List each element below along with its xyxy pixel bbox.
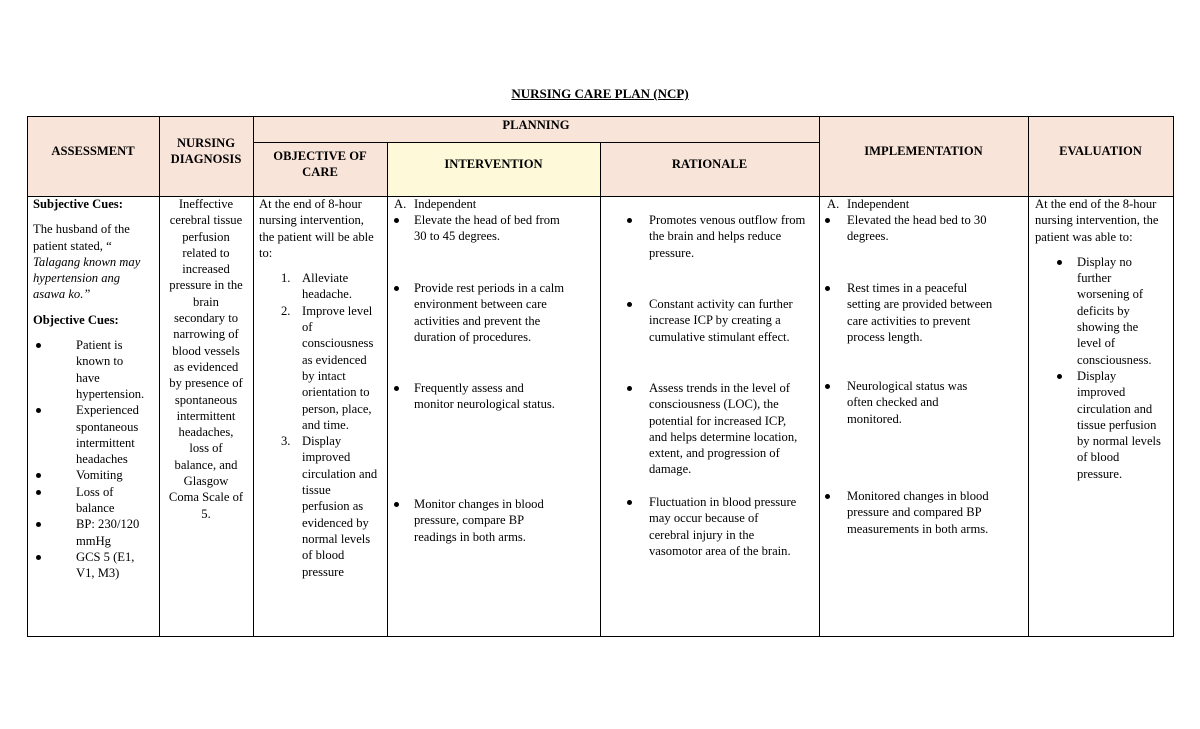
diagnosis-line: blood vessels: [172, 343, 240, 358]
implementation-item: [847, 280, 1027, 345]
subjective-quote-3: asawa ko.”: [33, 287, 91, 302]
diagnosis-header-line1: NURSING: [176, 136, 236, 150]
intervention-header: INTERVENTION: [444, 157, 543, 171]
rationale-item-line: may occur because of: [649, 511, 759, 526]
diagnosis-line: Glasgow: [183, 474, 229, 489]
col-line-5: [819, 116, 820, 637]
diagnosis-line: Coma Scale of: [168, 490, 244, 505]
objective-item-line: person, place,: [302, 401, 372, 416]
evaluation-item-line: of blood: [1077, 450, 1120, 465]
evaluation-item-line: deficits by: [1077, 303, 1130, 318]
objective-item-line: tissue: [302, 483, 331, 498]
intervention-item-line: duration of procedures.: [414, 329, 532, 344]
intervention-item-line: Elevate the head of bed from: [414, 213, 560, 227]
evaluation-intro-line: nursing intervention, the: [1035, 213, 1159, 228]
rationale-item: [649, 494, 817, 559]
implementation-item-line: care activities to prevent: [847, 313, 971, 328]
evaluation-intro: [1035, 196, 1172, 245]
objective-cue-item-line: GCS 5 (E1,: [76, 549, 135, 564]
evaluation-item: [1035, 254, 1172, 368]
rationale-item-line: Fluctuation in blood pressure: [649, 495, 797, 509]
evaluation-item-line: Display no: [1077, 254, 1132, 269]
diagnosis-line: pressure in the: [169, 278, 243, 293]
bullet-icon: [627, 386, 632, 391]
implementation-header: IMPLEMENTATION: [864, 144, 983, 158]
objective-item-line: and time.: [302, 417, 349, 432]
intervention-item-line: Monitor changes in blood: [414, 497, 544, 511]
col-line-3: [387, 142, 388, 637]
implementation-item-line: degrees.: [847, 229, 889, 244]
objective-item-line: orientation to: [302, 385, 370, 400]
diagnosis-line: balance, and: [174, 457, 238, 472]
evaluation-item-line: by normal levels: [1077, 434, 1161, 449]
objective-cue-item-line: known to: [76, 354, 124, 369]
objective-cue-item: [33, 484, 152, 517]
objective-cue-item-line: headaches: [76, 452, 128, 467]
objective-cue-item-line: Experienced: [76, 403, 139, 418]
implementation-item-line: pressure and compared BP: [847, 505, 982, 520]
objective-cue-item-line: have: [76, 370, 100, 385]
bullet-icon: [394, 502, 399, 507]
bullet-icon: [394, 218, 399, 223]
objective-intro-line: to:: [259, 245, 273, 260]
objective-cues-label: Objective Cues:: [33, 312, 119, 327]
rationale-item-line: extent, and progression of: [649, 446, 780, 461]
evaluation-intro-line: patient was able to:: [1035, 229, 1133, 244]
intervention-heading-text: Independent: [414, 197, 477, 211]
implementation-heading-letter: A.: [827, 197, 840, 211]
objective-cue-item-line: Loss of: [76, 484, 114, 499]
objective-cue-item-line: intermittent: [76, 435, 135, 450]
implementation-item-line: Elevated the head bed to 30: [847, 213, 987, 227]
intervention-item-line: readings in both arms.: [414, 529, 526, 544]
assessment-column: [33, 196, 152, 582]
bullet-icon: [825, 218, 830, 223]
bullet-icon: [825, 286, 830, 291]
evaluation-list: [1035, 254, 1172, 482]
rationale-item-line: cumulative stimulant effect.: [649, 329, 790, 344]
objective-item-line: Alleviate: [302, 271, 349, 286]
objective-item-line: normal levels: [302, 531, 371, 546]
subjective-line-2: patient stated, “: [33, 238, 112, 253]
intervention-heading: [394, 196, 477, 212]
rationale-item-line: vasomotor area of the brain.: [649, 543, 791, 558]
diagnosis-line: brain: [193, 294, 219, 309]
rationale-item-line: increase ICP by creating a: [649, 313, 781, 328]
evaluation-item-line: consciousness.: [1077, 352, 1152, 367]
nursing-diagnosis-text: [159, 196, 253, 522]
rationale-item-line: cerebral injury in the: [649, 527, 755, 542]
objective-item-line: evidenced by: [302, 515, 369, 530]
diagnosis-line: headaches,: [178, 425, 234, 440]
rationale-item-line: the brain and helps reduce: [649, 229, 782, 244]
objective-intro: [259, 196, 385, 261]
rationale-header: RATIONALE: [671, 157, 748, 171]
implementation-heading-text: Independent: [847, 197, 910, 211]
bullet-icon: [627, 500, 632, 505]
implementation-item-line: often checked and: [847, 395, 939, 410]
implementation-item-line: Rest times in a peaceful: [847, 281, 968, 295]
objective-item-number: 1.: [281, 271, 291, 286]
rationale-item-line: and helps determine location,: [649, 429, 798, 444]
objective-cue-item-line: spontaneous: [76, 419, 139, 434]
diagnosis-line: by presence of: [169, 376, 243, 391]
col-line-6: [1028, 116, 1029, 637]
rationale-item-line: damage.: [649, 462, 692, 477]
objective-intro-line: At the end of 8-hour: [259, 197, 362, 211]
objective-cues-list: [33, 337, 152, 581]
implementation-item-line: Monitored changes in blood: [847, 489, 989, 503]
objective-header-line2: CARE: [302, 165, 338, 179]
implementation-heading: [827, 196, 910, 212]
diagnosis-line: spontaneous: [174, 392, 238, 407]
implementation-item-line: process length.: [847, 329, 923, 344]
evaluation-item-line: Display: [1077, 368, 1117, 383]
evaluation-item-line: level of: [1077, 336, 1116, 351]
evaluation-item: [1035, 368, 1172, 482]
objective-item-line: headache.: [302, 287, 352, 302]
intervention-item: [414, 380, 598, 413]
implementation-item-line: setting are provided between: [847, 297, 993, 312]
objective-cue-item-line: balance: [76, 501, 115, 516]
diagnosis-line: loss of: [189, 441, 223, 456]
intervention-item-line: pressure, compare BP: [414, 513, 525, 528]
rationale-item: [649, 212, 817, 261]
planning-divider: [253, 142, 819, 143]
implementation-item-line: monitored.: [847, 411, 902, 426]
objective-header-line1: OBJECTIVE OF: [273, 149, 367, 163]
rationale-item: [649, 296, 817, 345]
implementation-item-line: measurements in both arms.: [847, 521, 989, 536]
objective-cue-item-line: mmHg: [76, 533, 111, 548]
bullet-icon: [825, 494, 830, 499]
intervention-item-line: monitor neurological status.: [414, 397, 555, 412]
evaluation-header: EVALUATION: [1059, 144, 1142, 158]
evaluation-column: [1035, 196, 1172, 482]
objective-item-line: circulation and: [302, 466, 378, 481]
implementation-item: [847, 488, 1027, 537]
objective-cue-item-line: Vomiting: [76, 468, 123, 483]
objective-item-line: as evidenced: [302, 352, 367, 367]
objective-item-line: by intact: [302, 368, 346, 383]
intervention-item: [414, 212, 598, 245]
bullet-icon: [394, 386, 399, 391]
bullet-icon: [825, 384, 830, 389]
objective-item: [259, 303, 385, 433]
col-line-2: [253, 116, 254, 637]
objective-cue-item: [33, 516, 152, 549]
rationale-item-line: Constant activity can further: [649, 297, 793, 311]
subjective-quote-1: Talagang known may: [33, 254, 141, 269]
objective-item: [259, 270, 385, 303]
objective-cue-item-line: V1, M3): [76, 566, 120, 581]
col-line-0: [27, 116, 28, 637]
diagnosis-line: related to: [182, 245, 230, 260]
objective-intro-line: nursing intervention,: [259, 213, 364, 228]
objective-item-line: improved: [302, 450, 351, 465]
objective-cue-item: [33, 337, 152, 402]
objective-cue-item-line: hypertension.: [76, 386, 145, 401]
diagnosis-line: intermittent: [176, 408, 236, 423]
diagnosis-header-line2: DIAGNOSIS: [170, 152, 242, 166]
subjective-quote-2: hypertension ang: [33, 271, 121, 286]
objective-column: [259, 196, 385, 580]
objective-cue-item: [33, 402, 152, 467]
objective-intro-line: the patient will be able: [259, 229, 374, 244]
objective-cue-item: [33, 467, 152, 483]
objective-item-line: of: [302, 320, 313, 335]
evaluation-item-line: tissue perfusion: [1077, 417, 1157, 432]
rationale-item-line: Assess trends in the level of: [649, 381, 790, 395]
intervention-item: [414, 496, 598, 545]
page-title: NURSING CARE PLAN (NCP): [511, 86, 689, 101]
diagnosis-line: perfusion: [182, 229, 230, 244]
objective-item-number: 3.: [281, 434, 291, 449]
intervention-item: [414, 280, 598, 345]
objective-item-line: Display: [302, 434, 342, 449]
bullet-icon: [394, 286, 399, 291]
objective-item: [259, 433, 385, 580]
evaluation-item-line: further: [1077, 271, 1112, 286]
diagnosis-line: cerebral tissue: [169, 213, 243, 228]
implementation-item-line: Neurological status was: [847, 379, 968, 393]
assessment-header: ASSESSMENT: [51, 144, 135, 158]
subjective-cues-label: Subjective Cues:: [33, 197, 123, 211]
rationale-item-line: Promotes venous outflow from: [649, 213, 806, 227]
objective-item-line: pressure: [302, 564, 344, 579]
objective-item-number: 2.: [281, 303, 291, 318]
diagnosis-line: Ineffective: [178, 197, 234, 211]
rationale-item-line: potential for increased ICP,: [649, 413, 787, 428]
objective-item-line: Improve level: [302, 303, 373, 318]
objective-item-line: perfusion as: [302, 499, 364, 514]
implementation-item: [847, 378, 1027, 427]
objective-cue-item: [33, 549, 152, 582]
bullet-icon: [627, 218, 632, 223]
evaluation-intro-line: At the end of the 8-hour: [1035, 197, 1157, 211]
objective-item-line: of blood: [302, 548, 345, 563]
planning-header: PLANNING: [502, 118, 570, 132]
evaluation-item-line: circulation and: [1077, 401, 1153, 416]
subjective-line-1: The husband of the: [33, 222, 130, 237]
evaluation-item-line: pressure.: [1077, 466, 1123, 481]
evaluation-item-line: worsening of: [1077, 287, 1144, 302]
intervention-item-line: environment between care: [414, 297, 547, 312]
diagnosis-line: increased: [182, 262, 230, 277]
intervention-item-line: 30 to 45 degrees.: [414, 229, 501, 244]
rationale-item-line: pressure.: [649, 245, 695, 260]
objective-item-line: consciousness: [302, 336, 374, 351]
objective-list: [259, 270, 385, 580]
evaluation-item-line: improved: [1077, 385, 1126, 400]
implementation-item: [847, 212, 1027, 245]
bullet-icon: [627, 302, 632, 307]
evaluation-item-line: showing the: [1077, 320, 1139, 335]
rationale-item: [649, 380, 817, 478]
intervention-item-line: activities and prevent the: [414, 313, 541, 328]
objective-cue-item-line: BP: 230/120: [76, 517, 140, 532]
diagnosis-line: narrowing of: [173, 327, 239, 342]
col-line-7: [1173, 116, 1174, 637]
intervention-heading-letter: A.: [394, 197, 407, 211]
rationale-item-line: consciousness (LOC), the: [649, 397, 779, 412]
objective-cue-item-line: Patient is: [76, 338, 123, 353]
intervention-item-line: Frequently assess and: [414, 381, 524, 395]
diagnosis-line: secondary to: [174, 311, 238, 326]
intervention-item-line: Provide rest periods in a calm: [414, 281, 565, 295]
diagnosis-line: as evidenced: [173, 359, 239, 374]
col-line-4: [600, 142, 601, 637]
diagnosis-line: 5.: [201, 506, 211, 521]
